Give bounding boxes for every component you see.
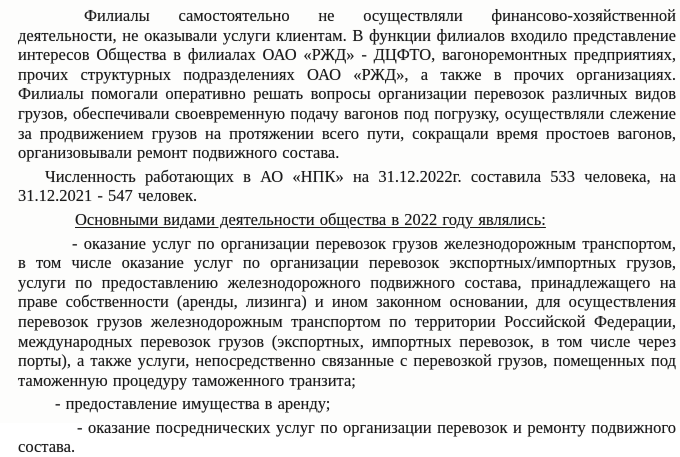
list-item-property-lease: - предоставление имущества в аренду; [55, 394, 331, 414]
list-item-freight-transport-services: - оказание услуг по организации перевозок грузов железнодорожным транспортом, в том числе оказание услуг по организации перевозок экспортных/импортных грузов, услуги по предоставлению железнодорожного подвижного состава, принадлежащего на праве собственности (аренды, лизинга) и ином законном основании, для осуществления перевозок грузов железнодорожным транспортом по территории Российской Федерации, международных перевозок грузов (экспортных, импортных перевозок, в том числе через порты), а также услуги, непосредственно связанные с перевозкой грузов, помещенных под таможенную процедуру таможенного транзита; [18, 233, 676, 390]
paragraph-headcount: Численность работающих в АО «НПК» на 31.12.2022г. составила 533 человека, на 31.12.2021 - 547 человек. [18, 166, 676, 206]
section-heading-underlined-text: Основными видами деятельности общества в 2022 году являлись: [75, 209, 546, 229]
list-item-intermediary-services: - оказание посреднических услуг по организации перевозок и ремонту подвижного состава. [18, 417, 676, 457]
paragraph-branches-functions: Филиалы самостоятельно не осуществляли финансово-хозяйственной деятельности, не оказывали услуги клиентам. В функции филиалов входило представление интересов Общества в филиалах ОАО «РЖД» - ДЦФТО, вагоноремонтных предприятиях, прочих структурных подразделениях ОАО «РЖД», а также в прочих организациях. Филиалы помогали оперативно решать вопросы организации перевозок различных видов грузов, обеспечивали своевременную подачу вагонов под погрузку, осуществляли слежение за продвижением грузов на протяжении всего пути, сокращали время простоев вагонов, организовывали ремонт подвижного состава. [18, 6, 676, 163]
section-heading-main-activities [18, 210, 676, 230]
